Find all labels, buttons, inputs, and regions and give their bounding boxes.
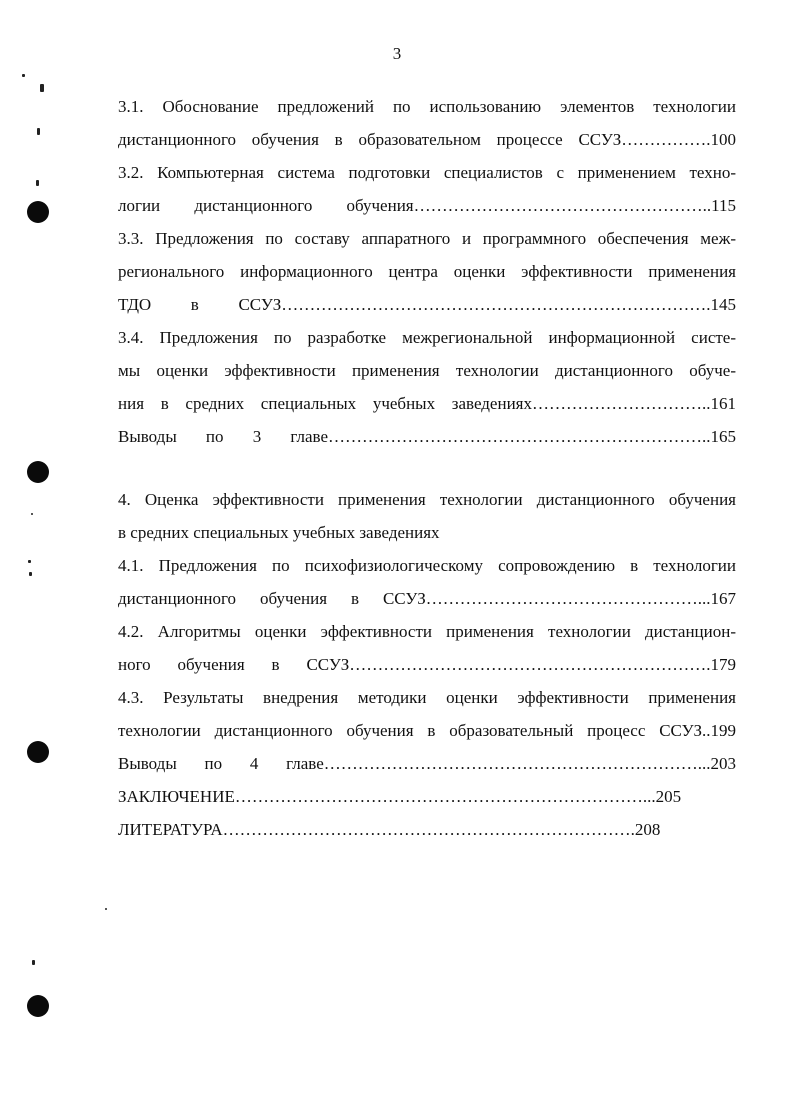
section-gap [118,453,736,483]
toc-entry [118,813,736,846]
toc-entry [118,780,736,813]
toc-line: 4.2. Алгоритмы оценки эффективности применения технологии дистанцион- [118,622,736,641]
table-of-contents [118,90,736,846]
punch-hole [27,741,49,763]
toc-line: 3.4. Предложения по разработке межрегиональной информационной систе- [118,328,736,347]
toc-entry [118,321,736,420]
scan-speck [36,180,39,186]
toc-line: технологии дистанционного обучения в образовательный процесс ССУЗ..199 [118,721,736,740]
toc-entry [118,549,736,615]
toc-line: ного обучения в ССУЗ……………………………………………………….179 [118,655,736,674]
toc-entry [118,747,736,780]
toc-line: Выводы по 4 главе…………………………………………………………...203 [118,754,736,773]
scan-speck [22,74,25,77]
toc-line: логии дистанционного обучения……………………………………………..115 [118,196,736,215]
toc-line: 3.3. Предложения по составу аппаратного и программного обеспечения меж- [118,229,736,248]
punch-hole [27,201,49,223]
toc-entry [118,420,736,453]
scan-speck [40,84,44,92]
scan-speck [105,908,107,910]
toc-line: ния в средних специальных учебных заведениях…………………………..161 [118,394,736,413]
punch-hole [27,461,49,483]
toc-line: ЗАКЛЮЧЕНИЕ………………………………………………………………...205 [118,787,682,806]
toc-entry [118,681,736,747]
toc-line: 3.1. Обоснование предложений по использованию элементов технологии [118,97,736,116]
toc-line: в средних специальных учебных заведениях [118,523,440,542]
toc-line: ТДО в ССУЗ………………………………………………………………….145 [118,295,736,314]
punch-hole [27,995,49,1017]
toc-entry [118,222,736,321]
toc-line: 4.1. Предложения по психофизиологическому сопровождению в технологии [118,556,736,575]
toc-line: 4. Оценка эффективности применения технологии дистанционного обучения [118,490,736,509]
scan-speck [28,560,31,563]
toc-line: 3.2. Компьютерная система подготовки специалистов с применением техно- [118,163,736,182]
page-number: 3 [392,44,402,63]
scan-speck [31,513,33,515]
toc-line: дистанционного обучения в ССУЗ…………………………………………...167 [118,589,736,608]
scan-speck [32,960,35,965]
scan-speck [37,128,40,135]
toc-line: Выводы по 3 главе…………………………………………………………..165 [118,427,736,446]
toc-line: дистанционного обучения в образовательном процессе ССУЗ…………….100 [118,130,736,149]
toc-line: 4.3. Результаты внедрения методики оценки эффективности применения [118,688,736,707]
toc-line: регионального информационного центра оценки эффективности применения [118,262,736,281]
toc-entry [118,156,736,222]
toc-entry [118,90,736,156]
toc-line: ЛИТЕРАТУРА……………………………………………………………….208 [118,820,661,839]
toc-entry [118,615,736,681]
toc-line: мы оценки эффективности применения технологии дистанционного обуче- [118,361,736,380]
scan-speck [29,572,32,576]
toc-chapter-heading [118,483,736,549]
